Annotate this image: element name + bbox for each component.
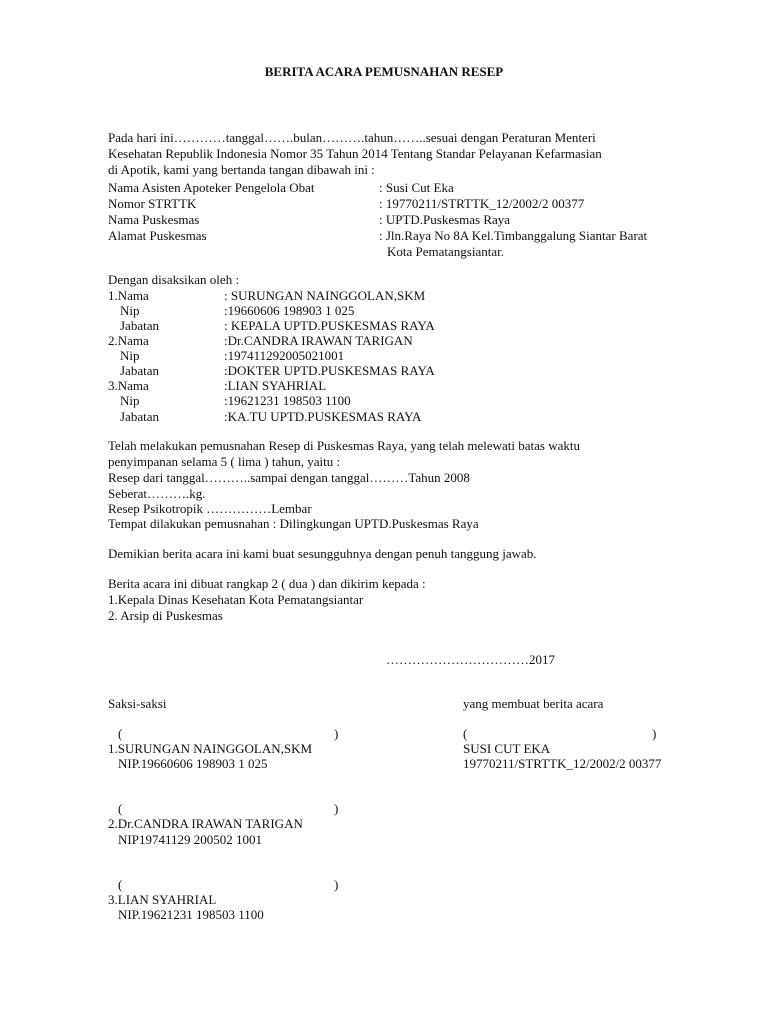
witness-1-nip-value: :19660606 198903 1 025 bbox=[224, 303, 355, 318]
witness-2-nip-value: :197411292005021001 bbox=[224, 348, 345, 363]
witness-2-paren-close: ) bbox=[334, 801, 339, 816]
identity-puskesmas-label: Nama Puskesmas bbox=[108, 212, 200, 227]
witness-1-nip-label: Nip bbox=[120, 303, 140, 318]
document-title: BERITA ACARA PEMUSNAHAN RESEP bbox=[264, 64, 504, 79]
identity-address-value-2: Kota Pematangsiantar. bbox=[387, 244, 504, 259]
identity-name-label: Nama Asisten Apoteker Pengelola Obat bbox=[108, 180, 315, 195]
witness-3-name-label: 3.Nama bbox=[108, 378, 149, 393]
witness-2-job-value: :DOKTER UPTD.PUSKESMAS RAYA bbox=[224, 363, 435, 378]
witness-2-name-label: 2.Nama bbox=[108, 333, 149, 348]
witness-2-paren-open: ( bbox=[118, 801, 123, 816]
destruction-line-1: Telah melakukan pemusnahan Resep di Puskesmas Raya, yang telah melewati batas waktu bbox=[108, 438, 581, 453]
maker-paren-open: ( bbox=[463, 726, 468, 741]
witness-2-job-label: Jabatan bbox=[120, 363, 159, 378]
witness-1-name-value: : SURUNGAN NAINGGOLAN,SKM bbox=[224, 288, 426, 303]
witness-3-job-label: Jabatan bbox=[120, 409, 159, 424]
intro-line-3: di Apotik, kami yang bertanda tangan dibawah ini : bbox=[108, 162, 375, 177]
identity-strttk-label: Nomor STRTTK bbox=[108, 196, 197, 211]
witness-intro: Dengan disaksikan oleh : bbox=[108, 272, 240, 287]
distribution-item-2: 2. Arsip di Puskesmas bbox=[108, 608, 223, 623]
witnesses-heading: Saksi-saksi bbox=[108, 696, 167, 711]
distribution-item-1: 1.Kepala Dinas Kesehatan Kota Pematangsiantar bbox=[108, 592, 364, 607]
date-line: ……………………………2017 bbox=[386, 652, 555, 667]
intro-line-1: Pada hari ini…………tanggal…….bulan……….tahun……..sesuai dengan Peraturan Menteri bbox=[108, 130, 596, 145]
witness-2-sig-nip: NIP19741129 200502 1001 bbox=[118, 832, 262, 847]
identity-address-label: Alamat Puskesmas bbox=[108, 228, 207, 243]
identity-address-value-1: : Jln.Raya No 8A Kel.Timbanggalung Siantar Barat bbox=[379, 228, 648, 243]
intro-line-2: Kesehatan Republik Indonesia Nomor 35 Tahun 2014 Tentang Standar Pelayanan Kefarmasian bbox=[108, 146, 602, 161]
witness-1-name-label: 1.Nama bbox=[108, 288, 149, 303]
witness-2-name-value: :Dr.CANDRA IRAWAN TARIGAN bbox=[224, 333, 413, 348]
witness-1-sig-nip: NIP.19660606 198903 1 025 bbox=[118, 756, 268, 771]
destruction-line-3: Resep dari tanggal………..sampai dengan tanggal………Tahun 2008 bbox=[108, 470, 470, 485]
witness-3-job-value: :KA.TU UPTD.PUSKESMAS RAYA bbox=[224, 409, 422, 424]
maker-sig-name: SUSI CUT EKA bbox=[463, 741, 551, 756]
destruction-line-4: Seberat……….kg. bbox=[108, 486, 206, 501]
witness-3-nip-label: Nip bbox=[120, 393, 140, 408]
identity-name-value: : Susi Cut Eka bbox=[379, 180, 454, 195]
destruction-line-2: penyimpanan selama 5 ( lima ) tahun, yaitu : bbox=[108, 454, 341, 469]
destruction-line-5: Resep Psikotropik ……………Lembar bbox=[108, 501, 312, 516]
witness-3-sig-nip: NIP.19621231 198503 1100 bbox=[118, 907, 264, 922]
witness-3-sig-name: 3.LIAN SYAHRIAL bbox=[108, 892, 217, 907]
maker-paren-close: ) bbox=[652, 726, 657, 741]
maker-heading: yang membuat berita acara bbox=[463, 696, 604, 711]
distribution-intro: Berita acara ini dibuat rangkap 2 ( dua ) dan dikirim kepada : bbox=[108, 576, 426, 591]
identity-strttk-value: : 19770211/STRTTK_12/2002/2 00377 bbox=[379, 196, 585, 211]
identity-puskesmas-value: : UPTD.Puskesmas Raya bbox=[379, 212, 511, 227]
witness-3-nip-value: :19621231 198503 1100 bbox=[224, 393, 351, 408]
witness-1-job-value: : KEPALA UPTD.PUSKESMAS RAYA bbox=[224, 318, 435, 333]
closing-statement: Demikian berita acara ini kami buat sesungguhnya dengan penuh tanggung jawab. bbox=[108, 546, 537, 561]
maker-sig-nip: 19770211/STRTTK_12/2002/2 00377 bbox=[463, 756, 662, 771]
witness-3-paren-open: ( bbox=[118, 877, 123, 892]
witness-1-paren-open: ( bbox=[118, 726, 123, 741]
witness-1-job-label: Jabatan bbox=[120, 318, 159, 333]
witness-2-sig-name: 2.Dr.CANDRA IRAWAN TARIGAN bbox=[108, 816, 303, 831]
witness-1-sig-name: 1.SURUNGAN NAINGGOLAN,SKM bbox=[108, 741, 313, 756]
witness-1-paren-close: ) bbox=[334, 726, 339, 741]
witness-2-nip-label: Nip bbox=[120, 348, 140, 363]
destruction-line-6: Tempat dilakukan pemusnahan : Dilingkungan UPTD.Puskesmas Raya bbox=[108, 516, 479, 531]
witness-3-paren-close: ) bbox=[334, 877, 339, 892]
witness-3-name-value: :LIAN SYAHRIAL bbox=[224, 378, 327, 393]
